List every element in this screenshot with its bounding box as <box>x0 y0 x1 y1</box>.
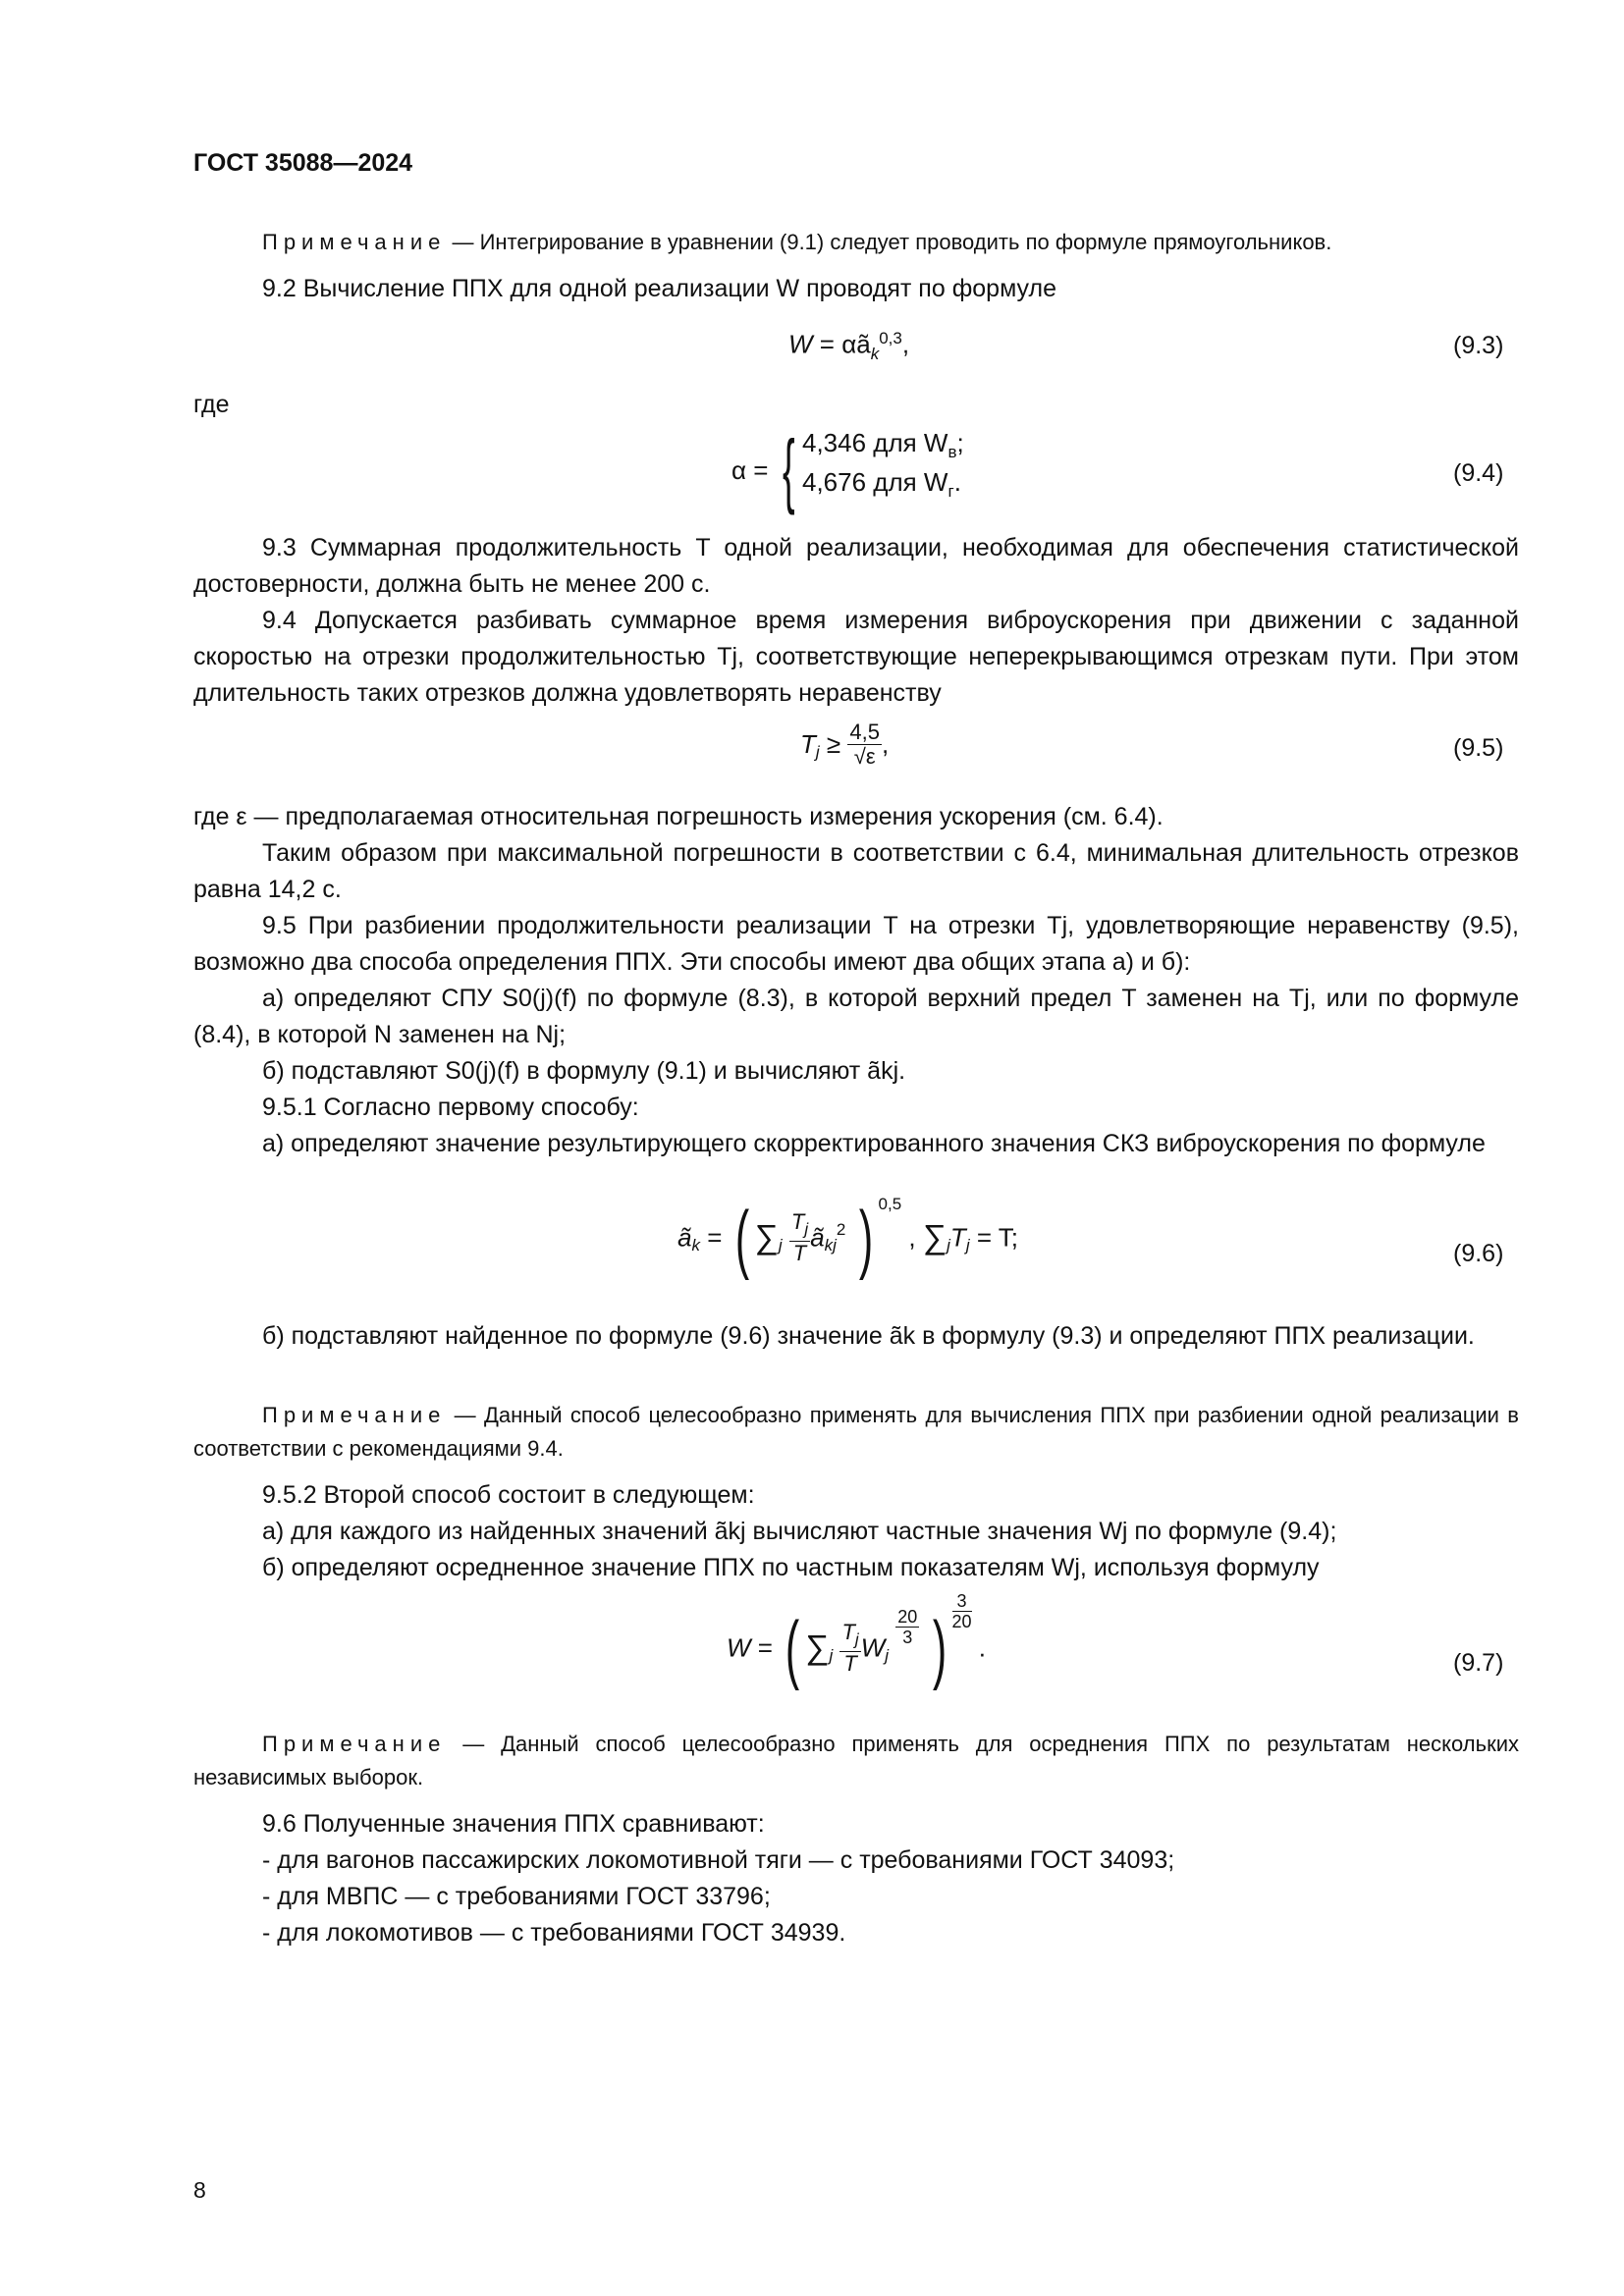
sum2-term: T <box>949 1222 966 1253</box>
term-sub: kj <box>824 1236 837 1255</box>
note-label: Примечание <box>262 230 447 254</box>
sum-symbol-2: ∑ <box>922 1218 947 1256</box>
frac-num-sub: j <box>854 1629 859 1649</box>
document-header: ГОСТ 35088—2024 <box>193 149 413 177</box>
equation-9-6 <box>677 1195 1018 1298</box>
frac-den: T <box>792 1241 807 1266</box>
equation-9-3 <box>788 329 909 364</box>
note-method-two <box>193 1728 1519 1794</box>
comparison-list <box>262 1842 1174 1951</box>
outer-den: 20 <box>951 1611 972 1631</box>
note-method-one <box>193 1399 1519 1466</box>
case1-text: 4,346 для W <box>802 428 948 457</box>
eq-9-4-case2 <box>802 467 961 502</box>
frac-num-sub: j <box>804 1219 809 1239</box>
where-epsilon: где ε — предполагаемая относительная погрешность измерения ускорения (см. 6.4). <box>193 803 1164 830</box>
paragraph-9-5-2: 9.5.2 Второй способ состоит в следующем: <box>262 1481 755 1509</box>
paragraph-9-2: 9.2 Вычисление ППХ для одной реализации W проводят по формуле <box>262 275 1056 302</box>
inner-num: 20 <box>897 1606 918 1627</box>
paragraph-9-5-2-b: б) определяют осредненное значение ППХ по частным показателям Wj, используя формулу <box>262 1554 1320 1581</box>
page-number: 8 <box>193 2177 206 2203</box>
sum-symbol: ∑ <box>754 1218 779 1256</box>
eq-9-6-eq: = <box>707 1222 723 1253</box>
paragraph-thus: Таким образом при максимальной погрешности в соответствии с 6.4, минимальная длительность отрезков равна 14,2 с. <box>193 839 1519 903</box>
eq-9-7-eq: = <box>757 1632 773 1663</box>
eq-9-4-case1 <box>802 428 964 462</box>
equation-9-5 <box>800 721 889 769</box>
eq-9-3-sub: k <box>870 344 880 363</box>
where-label: где <box>193 391 230 418</box>
equation-number-9-3: (9.3) <box>1453 332 1504 359</box>
term: W <box>860 1632 886 1663</box>
term-sub: j <box>885 1646 890 1666</box>
case2-text: 4,676 для W <box>802 467 948 497</box>
frac-den: √ε <box>853 744 876 769</box>
frac-num <box>789 1210 810 1242</box>
list-item: - для вагонов пассажирских локомотивной тяги — с требованиями ГОСТ 34093; <box>262 1846 1175 1874</box>
eq-9-6-lhs-sub: k <box>691 1236 700 1255</box>
inner-den: 3 <box>902 1627 913 1647</box>
paragraph-9-5-1-a: а) определяют значение результирующего скорректированного значения СКЗ виброускорения по формуле <box>262 1130 1486 1157</box>
paragraph-9-5-1: 9.5.1 Согласно первому способу: <box>262 1094 639 1121</box>
sum2-sub: j <box>947 1236 950 1255</box>
eq-9-3-rhs: = αã <box>819 329 871 359</box>
eq-9-5-rel: ≥ <box>826 729 841 759</box>
eq-9-7-tail: . <box>978 1632 986 1663</box>
equation-number-9-4: (9.4) <box>1453 459 1504 487</box>
equation-number-9-7: (9.7) <box>1453 1649 1504 1677</box>
sum-symbol: ∑ <box>805 1629 830 1667</box>
sum2-term-sub: j <box>965 1236 970 1255</box>
frac-num-T: T <box>841 1619 855 1644</box>
frac-num: 4,5 <box>849 720 881 744</box>
power: 0,5 <box>878 1195 902 1214</box>
case2-sub: г <box>947 482 954 502</box>
outer-exponent <box>952 1591 972 1631</box>
paragraph-9-5-2-a: а) для каждого из найденных значений ãkj вычисляют частные значения Wj по формуле (9.4); <box>262 1518 1337 1545</box>
equation-number-9-5: (9.5) <box>1453 734 1504 762</box>
right-paren: ) <box>932 1605 947 1691</box>
left-paren: ( <box>734 1195 749 1281</box>
note-text: — Интегрирование в уравнении (9.1) следует проводить по формуле прямоугольников. <box>446 230 1332 254</box>
frac-num-T: T <box>790 1208 805 1234</box>
eq-9-4-lhs: α = <box>731 455 769 485</box>
inner-exponent <box>895 1607 919 1647</box>
note-integration <box>193 226 1519 259</box>
eq-9-7-lhs: W <box>727 1632 751 1663</box>
separator: , <box>908 1222 916 1253</box>
term: ã <box>810 1222 825 1253</box>
case2-tail: . <box>953 467 961 497</box>
paragraph-9-5-a: а) определяют СПУ S0(j)(f) по формуле (8.3), в которой верхний предел T заменен на Tj, или по формуле (8.4), в которой N заменен на Nj; <box>193 985 1519 1048</box>
equation-number-9-6: (9.6) <box>1453 1240 1504 1267</box>
eq-9-5-lhs: T <box>800 729 816 759</box>
paragraph-9-4: 9.4 Допускается разбивать суммарное время измерения виброускорения при движении с заданной скоростью на отрезки продолжительностью Tj, соответствующие неперекрывающимся отрезкам пути. При этом длительность таких отрезков должна удовлетворять неравенству <box>193 607 1519 707</box>
paragraph-9-3: 9.3 Суммарная продолжительность T одной реализации, необходимая для обеспечения статистической достоверности, должна быть не менее 200 с. <box>193 534 1519 598</box>
paragraph-9-6: 9.6 Полученные значения ППХ сравнивают: <box>262 1810 765 1838</box>
note-label: Примечание <box>262 1732 447 1756</box>
paragraph-9-5: 9.5 При разбиении продолжительности реализации T на отрезки Tj, удовлетворяющие неравенству (9.5), возможно два способа определения ППХ. Эти способы имеют два общих этапа а) и б): <box>193 912 1519 976</box>
brace-symbol: { <box>783 423 795 515</box>
eq-9-5-fraction <box>847 721 882 769</box>
left-paren: ( <box>785 1605 800 1691</box>
eq-9-6-fraction <box>789 1210 810 1265</box>
equation-9-7 <box>727 1590 986 1718</box>
eq-9-6-lhs: ã <box>677 1222 692 1253</box>
eq-9-3-lhs: W <box>788 329 813 359</box>
term-sup: 2 <box>836 1220 846 1240</box>
right-paren: ) <box>858 1195 873 1281</box>
eq-9-3-tail: , <box>901 329 910 359</box>
sum2-rhs: = T; <box>976 1222 1018 1253</box>
case1-tail: ; <box>956 428 964 457</box>
case1-sub: в <box>947 443 957 462</box>
eq-9-5-sub: j <box>815 742 820 762</box>
note-label: Примечание <box>262 1403 447 1427</box>
paragraph-9-5-b: б) подставляют S0(j)(f) в формулу (9.1) и вычисляют ãkj. <box>262 1057 906 1085</box>
sum-sub: j <box>829 1646 834 1666</box>
eq-9-5-tail: , <box>882 729 890 759</box>
list-item: - для МВПС — с требованиями ГОСТ 33796; <box>262 1883 771 1910</box>
note-text: — Данный способ целесообразно применять для осреднения ППХ по результатам нескольких независимых выборок. <box>193 1732 1519 1789</box>
eq-9-7-fraction <box>839 1621 860 1676</box>
paragraph-9-5-1-b: б) подставляют найденное по формуле (9.6) значение ãk в формулу (9.3) и определяют ППХ реализации. <box>262 1322 1475 1350</box>
note-text: — Данный способ целесообразно применять для вычисления ППХ при разбиении одной реализации в соответствии с рекомендациями 9.4. <box>193 1403 1519 1461</box>
eq-9-3-sup: 0,3 <box>879 329 902 347</box>
list-item: - для локомотивов — с требованиями ГОСТ 34939. <box>262 1919 846 1947</box>
sum-sub: j <box>778 1236 783 1255</box>
frac-den: T <box>843 1651 857 1677</box>
outer-num: 3 <box>952 1591 972 1612</box>
